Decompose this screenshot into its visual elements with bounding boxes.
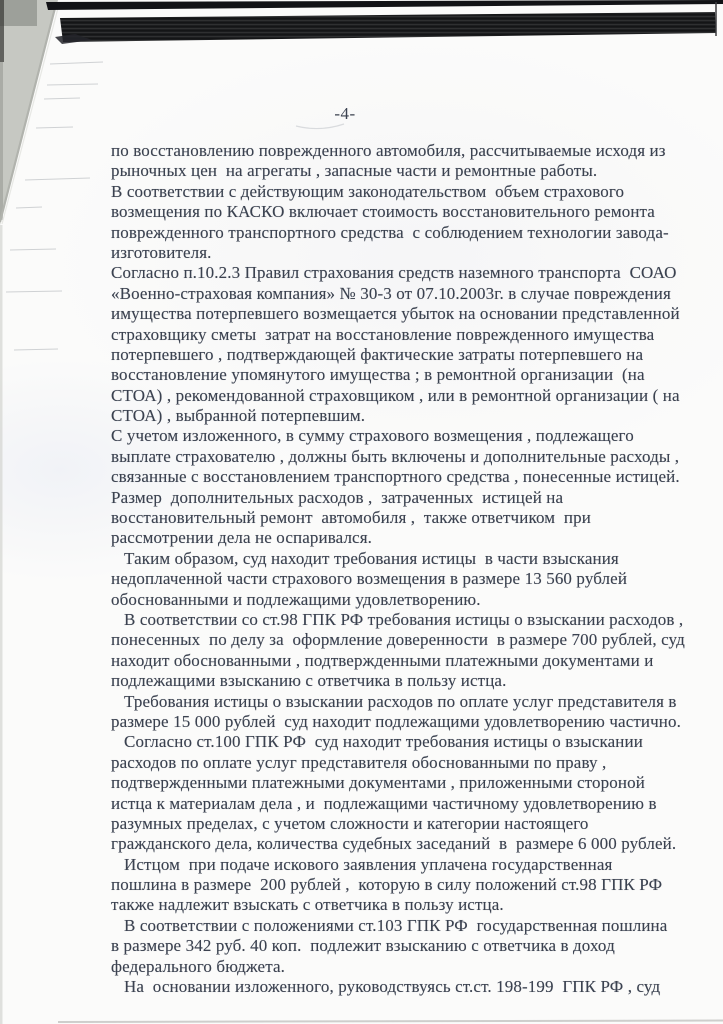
text-line: разумных пределах, с учетом сложности и категории настоящего	[111, 813, 589, 833]
text-line: истца к материалам дела , и подлежащими частичному удовлетворению в	[111, 793, 657, 813]
text-line: связанные с восстановлением транспортного средства , понесенные истицей.	[111, 467, 680, 487]
text-line: восстановление упомянутого имущества ; в ремонтной организации (на	[111, 365, 645, 385]
scanner-bed-wedge	[0, 0, 58, 225]
text-line: в размере 342 руб. 40 коп. подлежит взысканию с ответчика в доход	[111, 936, 615, 956]
text-line: выплате страхователю , должны быть включены и дополнительные расходы ,	[111, 446, 680, 466]
text-line: В соответствии с действующим законодательством объем страхового	[111, 181, 625, 201]
text-line: потерпевшего , подтверждающей фактические затраты потерпевшего на	[111, 344, 644, 364]
text-line: федерального бюджета.	[111, 956, 286, 976]
document-text	[111, 141, 696, 997]
text-line: В соответствии с положениями ст.103 ГПК РФ государственная пошлина	[124, 915, 668, 935]
text-line: Согласно ст.100 ГПК РФ суд находит требования истицы о взыскании	[124, 732, 643, 752]
text-line: изготовителя.	[111, 242, 212, 262]
text-line: подтвержденными платежными документами , приложенными стороной	[111, 773, 645, 793]
page-number: -4-	[334, 104, 356, 123]
text-line: подлежащими взысканию с ответчика в пользу истца.	[111, 671, 507, 691]
text-line: Согласно п.10.2.3 Правил страхования средств наземного транспорта СОАО	[111, 263, 677, 283]
text-line: гражданского дела, количества судебных заседаний в размере 6 000 рублей.	[111, 834, 677, 854]
text-line: размере 15 000 рублей суд находит подлежащими удовлетворению частично.	[111, 711, 682, 731]
text-line: Таким образом, суд находит требования истицы в части взыскания	[124, 548, 619, 568]
text-line: «Военно-страховая компания» № 30-3 от 07.10.2003г. в случае повреждения	[111, 283, 671, 303]
text-line: возмещения по КАСКО включает стоимость восстановительного ремонта	[111, 202, 655, 222]
text-line: пошлина в размере 200 рублей , которую в силу положений ст.98 ГПК РФ	[111, 875, 663, 895]
text-line: Требования истицы о взыскании расходов по оплате услуг представителя в	[124, 691, 677, 711]
text-line: понесенных по делу за оформление доверенности в размере 700 рублей, суд	[111, 630, 685, 650]
text-line: недоплаченной части страхового возмещения в размере 13 560 рублей	[111, 569, 628, 589]
text-line: рыночных цен на агрегаты , запасные части и ремонтные работы.	[111, 161, 598, 181]
text-line: имущества потерпевшего возмещается убыток на основании представленной	[111, 304, 680, 324]
scan-artifact-top-strip	[46, 0, 723, 10]
text-line: поврежденного транспортного средства с соблюдением технологии завода-	[111, 222, 669, 242]
text-line: восстановительный ремонт автомобиля , также ответчиком при	[111, 508, 591, 528]
text-line: На основании изложенного, руководствуясь ст.ст. 198-199 ГПК РФ , суд	[124, 977, 661, 997]
text-line: СТОА) , рекомендованной страховщиком , или в ремонтной организации ( на	[111, 385, 680, 405]
text-line: находит обоснованными , подтвержденными платежными документами и	[111, 650, 654, 670]
text-line: СТОА) , выбранной потерпевшим.	[111, 406, 366, 426]
scan-artifact-streaks	[6, 62, 103, 350]
scan-artifact-dark-bar	[55, 2, 716, 44]
text-line: расходов по оплате услуг представителя обоснованными по праву ,	[111, 752, 607, 772]
text-line: В соответствии со ст.98 ГПК РФ требования истицы о взыскании расходов ,	[124, 609, 684, 629]
text-line: Истцом при подаче искового заявления уплачена государственная	[124, 854, 613, 874]
text-line: Размер дополнительных расходов , затраченных истицей на	[111, 487, 564, 507]
text-line: обоснованными и подлежащими удовлетворению.	[111, 589, 481, 609]
text-line: С учетом изложенного, в сумму страхового возмещения , подлежащего	[111, 426, 634, 446]
text-line: рассмотрении дела не оспаривался.	[111, 528, 373, 548]
text-line: страховщику сметы затрат на восстановление поврежденного имущества	[111, 324, 655, 344]
text-line: по восстановлению поврежденного автомобиля, рассчитываемые исходя из	[111, 141, 666, 160]
text-line: также надлежит взыскать с ответчика в пользу истца.	[111, 895, 504, 915]
